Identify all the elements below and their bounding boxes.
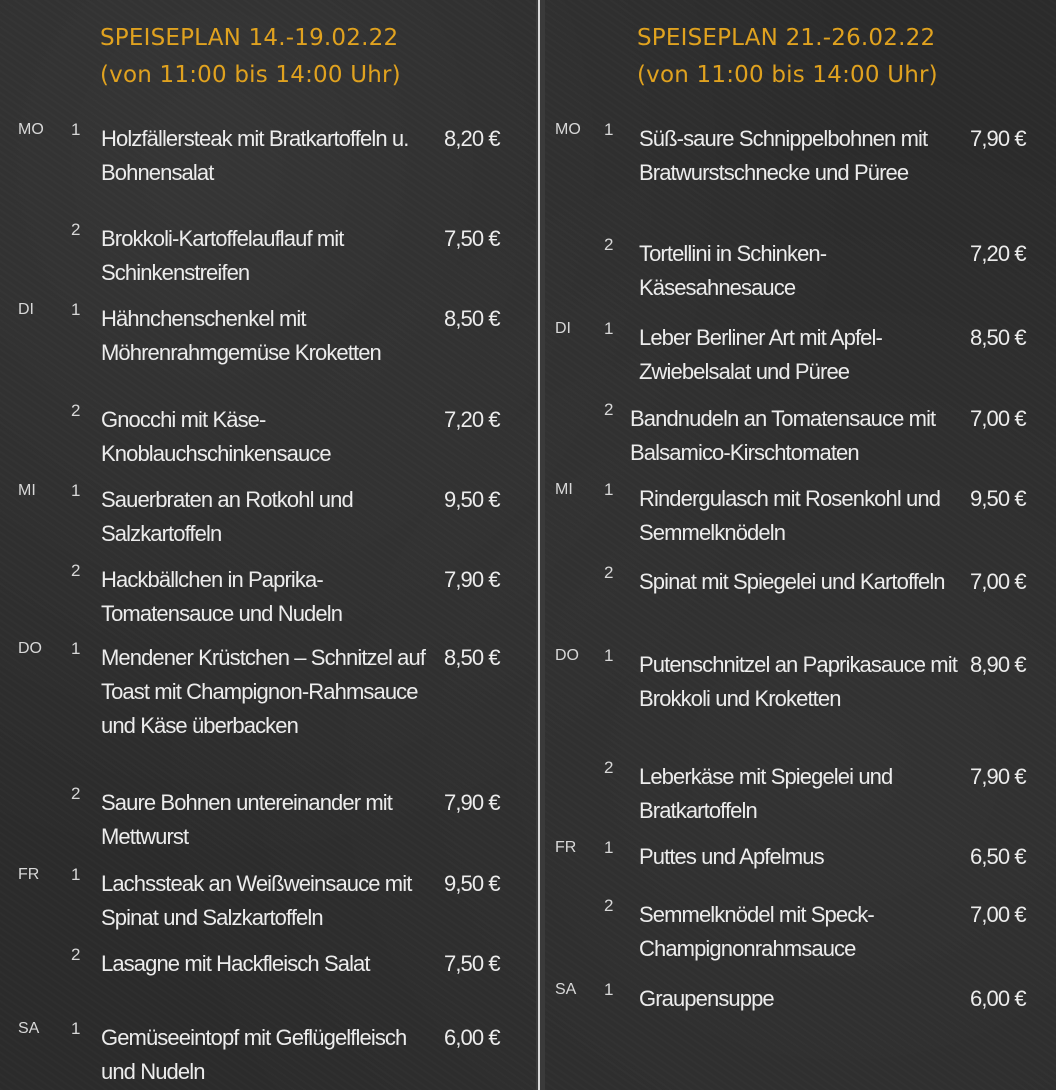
dish-number: 2: [604, 235, 614, 254]
menu-title: SPEISEPLAN 14.-19.02.22: [100, 25, 399, 51]
dish-price: 9,50 €: [444, 487, 500, 512]
dish-name: Saure Bohnen untereinander mit Mettwurst: [101, 790, 392, 849]
dish-price: 6,50 €: [970, 844, 1026, 869]
dish-number: 2: [604, 563, 614, 582]
dish-name: Graupensuppe: [639, 986, 774, 1011]
weekday-label: SA: [555, 981, 577, 998]
dish-price: 7,50 €: [444, 226, 500, 251]
dish-name: Spinat mit Spiegelei und Kartoffeln: [639, 569, 945, 594]
dish-number: 1: [604, 980, 614, 999]
weekday-label: MI: [18, 482, 36, 499]
dish-price: 8,90 €: [970, 652, 1026, 677]
dish-price: 6,00 €: [444, 1025, 500, 1050]
dish-price: 7,90 €: [444, 567, 500, 592]
dish-price: 8,50 €: [444, 645, 500, 670]
dish-number: 1: [71, 300, 81, 319]
dish-name: Bandnudeln an Tomatensauce mit Balsamico-Kirschtomaten: [630, 406, 936, 465]
dish-price: 8,50 €: [970, 325, 1026, 350]
dish-number: 1: [71, 120, 81, 139]
dish-number: 1: [71, 865, 81, 884]
dish-price: 9,50 €: [444, 871, 500, 896]
dish-number: 1: [71, 481, 81, 500]
dish-number: 2: [604, 400, 614, 419]
dish-name: Süß-saure Schnippelbohnen mit Bratwurstschnecke und Püree: [639, 126, 928, 185]
dish-name: Leber Berliner Art mit Apfel-Zwiebelsalat und Püree: [639, 325, 882, 384]
menu-hours: (von 11:00 bis 14:00 Uhr): [637, 62, 938, 88]
dish-number: 2: [71, 561, 81, 580]
weekday-label: MO: [555, 121, 581, 138]
weekday-label: DO: [18, 640, 42, 657]
menu-title: SPEISEPLAN 21.-26.02.22: [637, 25, 936, 51]
dish-price: 9,50 €: [970, 486, 1026, 511]
dish-price: 6,00 €: [970, 986, 1026, 1011]
dish-name: Sauerbraten an Rotkohl und Salzkartoffeln: [101, 487, 353, 546]
dish-price: 7,00 €: [970, 902, 1026, 927]
dish-number: 1: [604, 838, 614, 857]
dish-number: 1: [71, 1019, 81, 1038]
weekday-label: DI: [18, 301, 34, 318]
dish-name: Lachssteak an Weißweinsauce mit Spinat und Salzkartoffeln: [101, 871, 412, 930]
dish-name: Hähnchenschenkel mit Möhrenrahmgemüse Kroketten: [101, 306, 381, 365]
dish-price: 7,20 €: [970, 241, 1026, 266]
column-divider: [536, 0, 545, 1090]
dish-name: Tortellini in Schinken-Käsesahnesauce: [639, 241, 827, 300]
dish-number: 2: [71, 401, 81, 420]
menu-heading: [637, 20, 938, 94]
dish-number: 1: [604, 120, 614, 139]
dish-name: Gemüseeintopf mit Geflügelfleisch und Nudeln: [101, 1025, 407, 1084]
dish-name: Mendener Krüstchen – Schnitzel auf Toast mit Champignon-Rahmsauce und Käse überbacken: [101, 645, 426, 738]
weekday-label: MI: [555, 481, 573, 498]
dish-price: 7,90 €: [970, 126, 1026, 151]
weekday-label: DO: [555, 647, 579, 664]
menu-week-2: [545, 0, 1056, 1090]
weekday-label: MO: [18, 121, 44, 138]
dish-number: 2: [604, 896, 614, 915]
dish-price: 7,20 €: [444, 407, 500, 432]
dish-name: Gnocchi mit Käse-Knoblauchschinkensauce: [101, 407, 331, 466]
dish-number: 2: [71, 945, 81, 964]
weekday-label: FR: [555, 839, 577, 856]
dish-price: 7,00 €: [970, 569, 1026, 594]
dish-price: 7,50 €: [444, 951, 500, 976]
dish-number: 1: [71, 639, 81, 658]
dish-number: 2: [604, 758, 614, 777]
dish-name: Holzfällersteak mit Bratkartoffeln u. Bohnensalat: [101, 126, 409, 185]
dish-price: 8,20 €: [444, 126, 500, 151]
dish-name: Semmelknödel mit Speck-Champignonrahmsauce: [639, 902, 874, 961]
dish-price: 7,00 €: [970, 406, 1026, 431]
weekday-label: FR: [18, 866, 40, 883]
dish-name: Putenschnitzel an Paprikasauce mit Brokkoli und Kroketten: [639, 652, 957, 711]
menu-hours: (von 11:00 bis 14:00 Uhr): [100, 62, 401, 88]
weekday-label: SA: [18, 1020, 40, 1037]
dish-name: Brokkoli-Kartoffelauflauf mit Schinkenstreifen: [101, 226, 344, 285]
dish-name: Rindergulasch mit Rosenkohl und Semmelknödeln: [639, 486, 941, 545]
dish-number: 2: [71, 784, 81, 803]
dish-name: Leberkäse mit Spiegelei und Bratkartoffeln: [639, 764, 893, 823]
dish-price: 8,50 €: [444, 306, 500, 331]
dish-number: 1: [604, 319, 614, 338]
dish-name: Lasagne mit Hackfleisch Salat: [101, 951, 370, 976]
dish-number: 1: [604, 646, 614, 665]
menu-heading: [100, 20, 401, 94]
dish-price: 7,90 €: [444, 790, 500, 815]
dish-name: Puttes und Apfelmus: [639, 844, 824, 869]
dish-name: Hackbällchen in Paprika-Tomatensauce und Nudeln: [101, 567, 343, 626]
dish-price: 7,90 €: [970, 764, 1026, 789]
dish-number: 2: [71, 220, 81, 239]
dish-number: 1: [604, 480, 614, 499]
weekday-label: DI: [555, 320, 571, 337]
